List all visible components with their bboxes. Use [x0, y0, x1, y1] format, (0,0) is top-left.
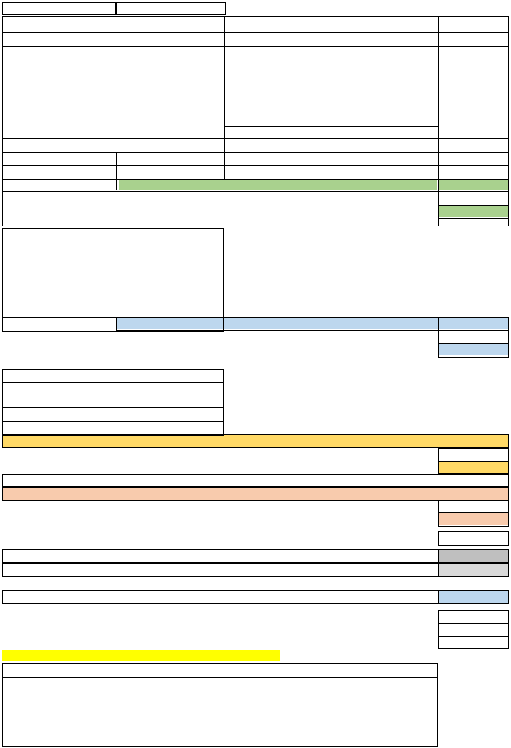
subtotal1-may	[224, 127, 246, 137]
route-aug	[320, 83, 364, 93]
grid-line	[2, 16, 3, 226]
grid-line	[438, 205, 509, 206]
july4-rate-row	[2, 333, 509, 343]
july4-rate-value	[452, 333, 505, 343]
summer-amount-row	[2, 207, 509, 217]
days2-row	[2, 141, 509, 151]
additional-rate-label	[402, 503, 435, 513]
route-oct	[396, 105, 436, 115]
route-oct	[396, 72, 436, 82]
red-express-may	[224, 155, 246, 165]
additional-amount-row	[2, 514, 509, 524]
service-subtotal-row	[2, 534, 509, 544]
grid-line	[224, 126, 438, 127]
revised-date	[2, 651, 280, 661]
july4-amount-dollar	[442, 344, 452, 354]
route-may	[224, 105, 246, 115]
hrs-per-day-note	[130, 49, 250, 59]
route-name	[4, 83, 104, 93]
scot-title	[4, 358, 204, 368]
route-july	[286, 72, 318, 82]
subtotal1-oct	[396, 127, 436, 137]
red-express-oct	[396, 155, 436, 165]
red-express-row	[2, 155, 509, 165]
route-sept	[366, 61, 394, 71]
subtotal2-total	[438, 168, 505, 178]
days2-aug	[320, 141, 364, 151]
totals-box	[438, 610, 509, 649]
red-express-sept	[366, 155, 394, 165]
days-label	[4, 34, 104, 44]
red-express-june	[248, 155, 284, 165]
grid-line	[2, 421, 224, 422]
route-row	[2, 61, 509, 71]
grid-line	[224, 16, 225, 180]
grid-line	[116, 152, 117, 190]
days2-july	[286, 141, 318, 151]
july4-bus-value	[286, 264, 318, 274]
route-may	[224, 94, 246, 104]
route-aug	[320, 61, 364, 71]
grid-line	[438, 501, 439, 526]
route-july	[286, 94, 318, 104]
grid-line	[2, 16, 509, 17]
bus-leases-box	[2, 549, 509, 563]
july4-amount-value	[452, 344, 505, 354]
subtotal1-row	[2, 127, 509, 137]
subtotal1-sept	[366, 127, 394, 137]
summer-rate-label	[402, 194, 435, 204]
grid-line	[116, 317, 117, 331]
grid-line	[438, 461, 509, 462]
route-may	[224, 83, 246, 93]
route-may	[224, 72, 246, 82]
bike-racks-box	[2, 563, 509, 577]
july4-bus-value	[286, 297, 318, 307]
red-express-july	[286, 155, 318, 165]
grid-line	[438, 512, 509, 513]
days-july	[286, 34, 318, 44]
route-row	[2, 72, 509, 82]
additional-rate-row	[2, 503, 509, 513]
summer-total-label	[119, 180, 435, 190]
days2-label	[4, 141, 104, 151]
service-subtotal-label	[302, 534, 435, 544]
route-july	[286, 61, 318, 71]
summer-total-value	[438, 180, 505, 190]
days2-june	[248, 141, 284, 151]
grid-line	[438, 357, 509, 358]
grid-line	[438, 549, 439, 577]
subtotal2-june	[248, 168, 284, 178]
town-box	[2, 2, 116, 15]
grid-line	[438, 317, 439, 357]
route-name	[4, 94, 104, 104]
scot-rate-row	[2, 450, 509, 460]
regular-row	[2, 638, 509, 648]
route-july	[286, 83, 318, 93]
nov-box	[2, 487, 509, 501]
subtotal1-total	[438, 127, 505, 137]
grid-line	[438, 590, 439, 604]
route-june	[248, 72, 284, 82]
grid-line	[2, 32, 509, 33]
revised-row	[2, 651, 509, 661]
july4-bus-value	[286, 253, 318, 263]
july4-amount-row	[2, 344, 509, 354]
days-sept	[364, 34, 399, 44]
route-hours	[119, 72, 224, 82]
subtotal1-june	[248, 127, 284, 137]
subtotal2-may	[224, 168, 246, 178]
route-sept	[366, 83, 394, 93]
route-name	[4, 61, 104, 71]
subtotal2-aug	[320, 168, 364, 178]
additional-amount-value	[452, 514, 505, 524]
grid-line	[2, 179, 509, 180]
grid-line	[2, 138, 509, 139]
days-may	[224, 34, 246, 44]
grid-line	[2, 677, 438, 678]
grid-line	[438, 623, 509, 624]
route-may	[224, 61, 246, 71]
days2-total	[438, 141, 505, 151]
route-sept	[366, 105, 394, 115]
scot-amount-row	[2, 462, 509, 472]
route-aug	[320, 72, 364, 82]
days2-oct	[396, 141, 436, 151]
days-june	[248, 34, 284, 44]
red-express-aug	[320, 155, 364, 165]
grid-line	[2, 165, 509, 166]
grid-line	[2, 317, 509, 318]
subtotal2-july	[286, 168, 318, 178]
route-name	[4, 105, 104, 115]
route-hours	[119, 61, 224, 71]
grid-line	[2, 407, 224, 408]
grid-line	[116, 330, 509, 331]
route-row	[2, 105, 509, 115]
additional-amount-dollar	[442, 514, 452, 524]
days-row	[2, 34, 509, 44]
grid-line	[2, 46, 509, 47]
days-total	[438, 34, 505, 44]
title-box	[116, 2, 226, 15]
july4-bus-value	[286, 286, 318, 296]
route-june	[248, 94, 284, 104]
days2-may	[224, 141, 246, 151]
route-row	[2, 83, 509, 93]
days-oct	[398, 34, 434, 44]
grid-line	[2, 191, 509, 192]
subtotal2-oct	[396, 168, 436, 178]
july4-rate-dollar	[442, 333, 452, 343]
scot-title-row	[2, 358, 509, 368]
grid-line	[438, 636, 509, 637]
hrs-per-day-row	[2, 49, 509, 59]
july4-total-value	[438, 319, 505, 329]
scot-box	[2, 369, 224, 436]
route-hours	[119, 94, 224, 104]
route-oct	[396, 94, 436, 104]
fuel-row	[2, 625, 509, 635]
lease-box	[2, 663, 438, 747]
subtotal1-july	[286, 127, 318, 137]
grid-line	[438, 526, 509, 527]
route-hours	[119, 105, 224, 115]
route-june	[248, 61, 284, 71]
summer-total-row	[2, 180, 509, 190]
scot-total-box	[2, 434, 509, 448]
regular-label	[252, 638, 435, 648]
additional-title-box	[2, 474, 509, 487]
route-oct	[396, 83, 436, 93]
grid-line	[508, 501, 509, 526]
grid-line	[438, 343, 509, 344]
days2-sept	[366, 141, 394, 151]
subtotal1-label	[132, 127, 222, 137]
route-name	[4, 72, 104, 82]
subtotal2-label	[132, 168, 222, 178]
subtotal1-aug	[320, 127, 364, 137]
red-express-name	[4, 155, 104, 165]
dispatcher-box	[2, 590, 509, 604]
route-june	[248, 83, 284, 93]
subtotal2-sept	[366, 168, 394, 178]
total-transit-label	[252, 612, 435, 622]
route-aug	[320, 94, 364, 104]
red-express-hours	[119, 155, 224, 165]
route-sept	[366, 72, 394, 82]
route-july	[286, 105, 318, 115]
route-oct	[396, 61, 436, 71]
route-hours	[119, 83, 224, 93]
route-sept	[366, 94, 394, 104]
subtotal2-row	[2, 168, 509, 178]
summer-rate-row	[2, 194, 509, 204]
july4-bus-value	[286, 242, 318, 252]
grid-line	[2, 152, 509, 153]
hrs-per-day-label	[4, 49, 104, 59]
grid-line	[2, 382, 224, 383]
route-june	[248, 105, 284, 115]
total-transit-row	[2, 612, 509, 622]
route-aug	[320, 105, 364, 115]
grid-line	[508, 317, 509, 357]
days-aug	[320, 34, 364, 44]
fuel-label	[252, 625, 435, 635]
service-subtotal-box	[438, 531, 509, 546]
route-row	[2, 94, 509, 104]
july4-rate-label	[402, 333, 435, 343]
scot-rate-label	[402, 450, 435, 460]
july4-bus-value	[286, 275, 318, 285]
